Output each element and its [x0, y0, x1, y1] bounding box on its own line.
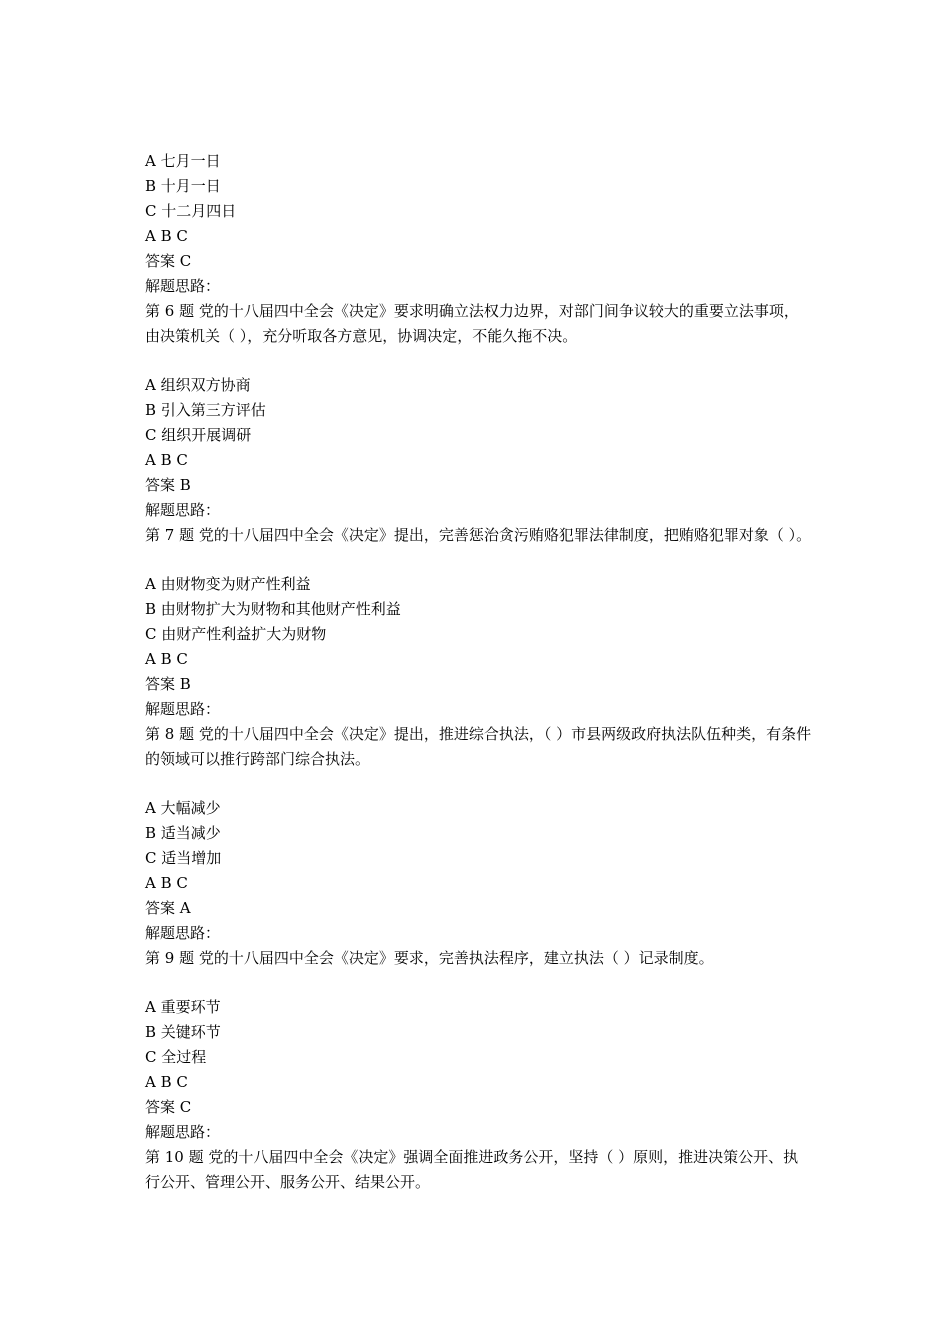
spacer — [145, 548, 813, 572]
answer-line: 答案 C — [145, 1098, 192, 1116]
answer-line: 答案 B — [145, 476, 191, 494]
question-text: 第 6 题 党的十八届四中全会《决定》要求明确立法权力边界，对部门间争议较大的重要立法事项，由决策机关（ ），充分听取各方意见，协调决定，不能久拖不决。 — [145, 302, 799, 345]
question-block — [145, 149, 813, 373]
question-block — [145, 373, 813, 572]
question-block — [145, 995, 813, 1195]
option-b: B 适当减少 — [145, 824, 221, 842]
answer-line: 答案 B — [145, 675, 191, 693]
answer-line: 答案 A — [145, 899, 191, 917]
question-block — [145, 796, 813, 995]
option-c: C 全过程 — [145, 1048, 207, 1066]
analysis-label: 解题思路： — [145, 1123, 221, 1141]
option-a: A 大幅减少 — [145, 799, 221, 817]
spacer — [145, 349, 813, 373]
option-c: C 适当增加 — [145, 849, 222, 867]
question-text: 第 9 题 党的十八届四中全会《决定》要求，完善执法程序，建立执法（ ）记录制度。 — [145, 949, 714, 967]
option-b: B 关键环节 — [145, 1023, 221, 1041]
answer-line: 答案 C — [145, 252, 192, 270]
choices-line: A B C — [145, 650, 188, 668]
option-c: C 十二月四日 — [145, 202, 237, 220]
option-a: A 由财物变为财产性利益 — [145, 575, 311, 593]
option-b: B 引入第三方评估 — [145, 401, 266, 419]
choices-line: A B C — [145, 874, 188, 892]
choices-line: A B C — [145, 1073, 188, 1091]
analysis-label: 解题思路： — [145, 924, 221, 942]
option-c: C 组织开展调研 — [145, 426, 252, 444]
option-b: B 十月一日 — [145, 177, 221, 195]
question-text: 第 7 题 党的十八届四中全会《决定》提出，完善惩治贪污贿赂犯罪法律制度，把贿赂犯罪对象（ ）。 — [145, 526, 812, 544]
spacer — [145, 971, 813, 995]
analysis-label: 解题思路： — [145, 501, 221, 519]
option-a: A 重要环节 — [145, 998, 221, 1016]
spacer — [145, 772, 813, 796]
question-block — [145, 572, 813, 796]
option-c: C 由财产性利益扩大为财物 — [145, 625, 327, 643]
option-a: A 七月一日 — [145, 152, 221, 170]
document-body — [145, 149, 813, 1195]
option-b: B 由财物扩大为财物和其他财产性利益 — [145, 600, 401, 618]
analysis-label: 解题思路： — [145, 700, 221, 718]
question-text: 第 8 题 党的十八届四中全会《决定》提出，推进综合执法，（ ）市县两级政府执法队伍种类，有条件的领域可以推行跨部门综合执法。 — [145, 725, 812, 768]
analysis-label: 解题思路： — [145, 277, 221, 295]
question-text: 第 10 题 党的十八届四中全会《决定》强调全面推进政务公开，坚持（ ）原则，推进决策公开、执行公开、管理公开、服务公开、结果公开。 — [145, 1148, 799, 1191]
choices-line: A B C — [145, 451, 188, 469]
choices-line: A B C — [145, 227, 188, 245]
option-a: A 组织双方协商 — [145, 376, 251, 394]
